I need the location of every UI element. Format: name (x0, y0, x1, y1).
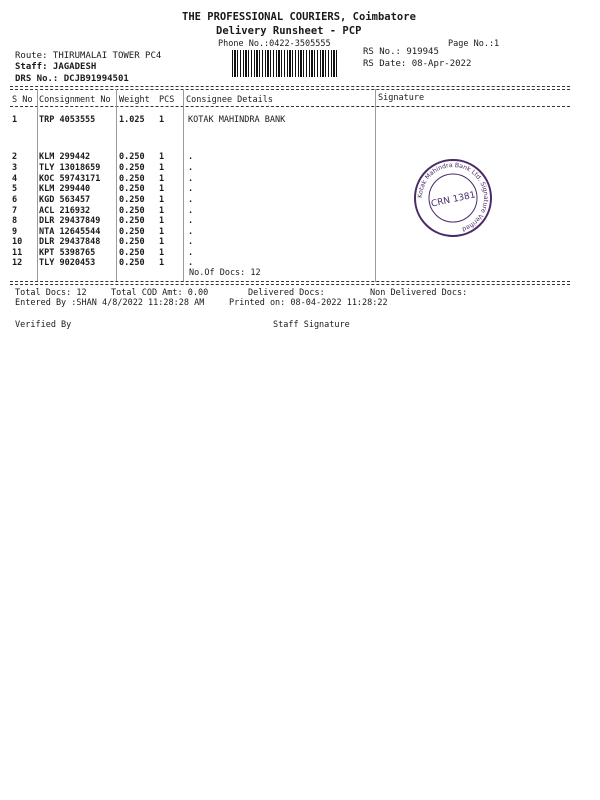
col-header-consignment: Consignment No (39, 95, 111, 105)
route: Route: THIRUMALAI TOWER PC4 (15, 51, 162, 61)
row-weight: 0.250 (119, 248, 145, 258)
divider (10, 106, 570, 107)
divider (10, 281, 570, 282)
row-pcs: 1 (159, 216, 165, 226)
stamp-code: CRN 1381 (430, 190, 477, 210)
row-consignment: KLM 299442 (39, 152, 91, 162)
row-consignment: TRP 4053555 (39, 115, 96, 125)
row-sno: 1 (12, 115, 18, 125)
row-pcs: 1 (159, 237, 165, 247)
table-row (0, 216, 600, 227)
row-pcs: 1 (159, 248, 165, 258)
row-pcs: 1 (159, 227, 165, 237)
row-pcs: 1 (159, 206, 165, 216)
row-consignee: . (188, 195, 194, 205)
row-consignee: . (188, 184, 194, 194)
printed-on: Printed on: 08-04-2022 11:28:22 (229, 298, 388, 308)
row-pcs: 1 (159, 258, 165, 268)
row-consignment: KLM 299440 (39, 184, 91, 194)
row-consignee: . (188, 248, 194, 258)
table-row (0, 184, 600, 195)
row-weight: 0.250 (119, 163, 145, 173)
row-sno: 3 (12, 163, 18, 173)
col-header-signature: Signature (378, 93, 425, 103)
total-docs: Total Docs: 12 (15, 288, 87, 298)
table-row (0, 195, 600, 206)
row-sno: 10 (12, 237, 23, 247)
row-weight: 0.250 (119, 174, 145, 184)
row-consignee: KOTAK MAHINDRA BANK (188, 115, 286, 125)
row-pcs: 1 (159, 195, 165, 205)
rs-number: RS No.: 919945 (363, 47, 439, 57)
table-row (0, 115, 600, 126)
signature-verified-stamp (413, 158, 493, 238)
row-pcs: 1 (159, 115, 165, 125)
row-weight: 0.250 (119, 258, 145, 268)
row-consignment: KGD 563457 (39, 195, 91, 205)
row-sno: 7 (12, 206, 18, 216)
row-sno: 8 (12, 216, 18, 226)
row-consignment: DLR 29437848 (39, 237, 101, 247)
row-consignment: TLY 9020453 (39, 258, 96, 268)
row-weight: 0.250 (119, 227, 145, 237)
row-consignment: TLY 13018659 (39, 163, 101, 173)
row-weight: 0.250 (119, 237, 145, 247)
stamp-ring-text: Kotak Mahindra Bank Ltd. Signature Verified (416, 161, 490, 233)
col-header-consignee: Consignee Details (186, 95, 273, 105)
row-weight: 1.025 (119, 115, 145, 125)
table-row (0, 163, 600, 174)
col-header-weight: Weight (119, 95, 150, 105)
page-number: Page No.:1 (448, 39, 500, 49)
staff: Staff: JAGADESH (15, 62, 97, 72)
table-row (0, 237, 600, 248)
row-pcs: 1 (159, 152, 165, 162)
row-consignment: NTA 12645544 (39, 227, 101, 237)
row-consignment: KPT 5398765 (39, 248, 96, 258)
row-consignee: . (188, 227, 194, 237)
delivered-docs: Delivered Docs: (248, 288, 325, 298)
row-consignee: . (188, 152, 194, 162)
row-consignment: KOC 59743171 (39, 174, 101, 184)
row-sno: 5 (12, 184, 18, 194)
no-of-docs: No.Of Docs: 12 (189, 268, 261, 278)
company-name: THE PROFESSIONAL COURIERS, Coimbatore (182, 11, 416, 23)
row-pcs: 1 (159, 174, 165, 184)
row-consignee: . (188, 237, 194, 247)
rs-date: RS Date: 08-Apr-2022 (363, 59, 472, 69)
row-consignment: DLR 29437849 (39, 216, 101, 226)
row-sno: 9 (12, 227, 18, 237)
row-weight: 0.250 (119, 206, 145, 216)
row-consignment: ACL 216932 (39, 206, 91, 216)
document-title: Delivery Runsheet - PCP (216, 25, 362, 37)
row-pcs: 1 (159, 163, 165, 173)
table-row (0, 152, 600, 163)
row-weight: 0.250 (119, 195, 145, 205)
divider (10, 86, 570, 87)
row-sno: 4 (12, 174, 18, 184)
verified-by: Verified By (15, 320, 72, 330)
row-sno: 11 (12, 248, 23, 258)
row-sno: 2 (12, 152, 18, 162)
col-header-pcs: PCS (159, 95, 175, 105)
divider (10, 284, 570, 285)
row-consignee: . (188, 258, 194, 268)
row-consignee: . (188, 163, 194, 173)
row-weight: 0.250 (119, 216, 145, 226)
row-sno: 6 (12, 195, 18, 205)
total-cod-amount: Total COD Amt: 0.00 (111, 288, 209, 298)
divider (10, 89, 570, 90)
col-header-sno: S No (12, 95, 33, 105)
row-consignee: . (188, 206, 194, 216)
entered-by: Entered By :SHAN 4/8/2022 11:28:28 AM (15, 298, 205, 308)
drs-number: DRS No.: DCJB91994501 (15, 74, 129, 84)
row-weight: 0.250 (119, 152, 145, 162)
phone-number: Phone No.:0422-3505555 (218, 39, 331, 49)
row-consignee: . (188, 216, 194, 226)
row-weight: 0.250 (119, 184, 145, 194)
table-row (0, 258, 600, 269)
barcode (232, 50, 338, 77)
non-delivered-docs: Non Delivered Docs: (370, 288, 468, 298)
row-pcs: 1 (159, 184, 165, 194)
row-consignee: . (188, 174, 194, 184)
staff-signature: Staff Signature (273, 320, 350, 330)
row-sno: 12 (12, 258, 23, 268)
